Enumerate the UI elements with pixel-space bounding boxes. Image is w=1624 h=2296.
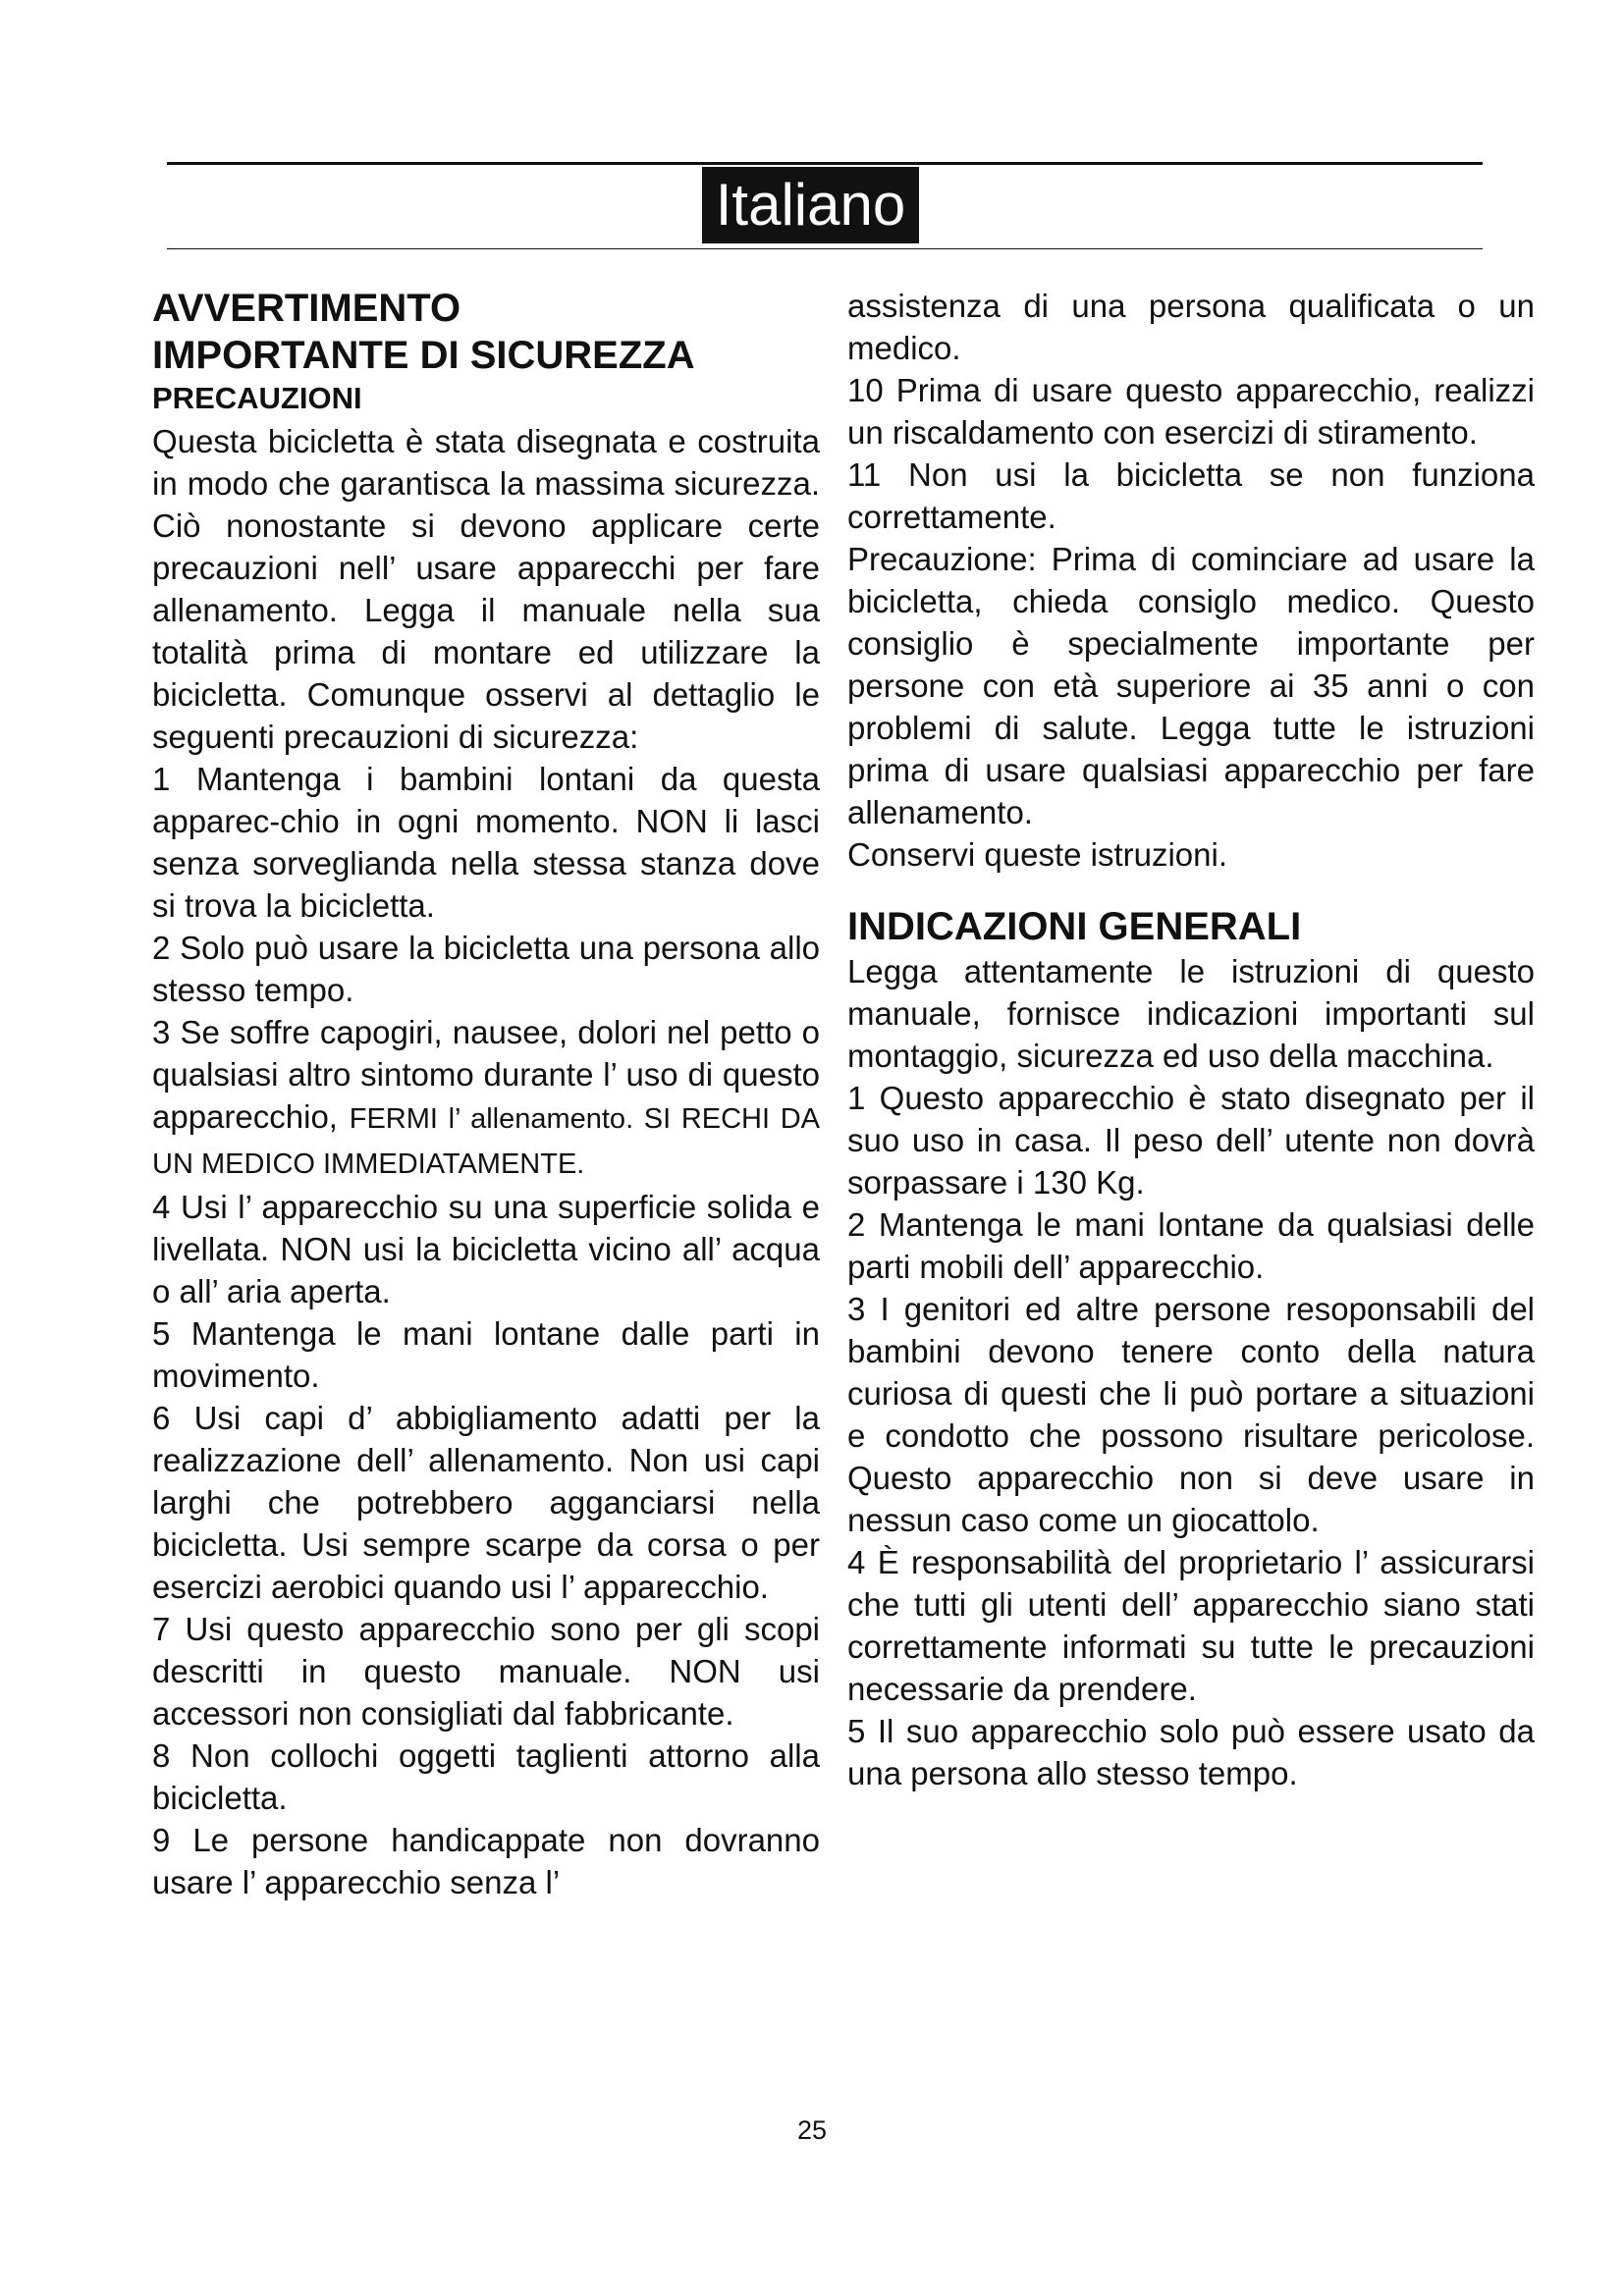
caution-paragraph: Precauzione: Prima di cominciare ad usare la bicicletta, chieda consiglo medico. Questo consiglio è specialmente importante per persone con età superiore ai 35 anni o con problemi di salute. Legga tutte le istruzioni prima di usare qualsiasi apparecchio per fare allenamento. — [847, 541, 1535, 830]
list-item: 9 Le persone handicappate non dovranno usare l’ apparecchio senza l’ — [152, 1822, 820, 1900]
left-column — [152, 285, 820, 1903]
general-title: INDICAZIONI GENERALI — [847, 905, 1302, 948]
section-title-line1: AVVERTIMENTO — [152, 287, 461, 330]
list-item: 11 Non usi la bicicletta se non funziona correttamente. — [847, 456, 1535, 535]
list-item: 3 Se soffre capogiri, nausee, dolori nel petto o qualsiasi altro sintomo durante l’ uso di questo apparecchio, FERMI l’ allenamento. SI RECHI DA UN MEDICO IMMEDIATAMENTE. — [152, 1014, 820, 1180]
section-subtitle: PRECAUZIONI — [152, 381, 362, 415]
list-item: 1 Questo apparecchio è stato disegnato per il suo uso in casa. Il peso dell’ utente non dovrà sorpassare i 130 Kg. — [847, 1080, 1535, 1201]
list-item: 5 Il suo apparecchio solo può essere usato da una persona allo stesso tempo. — [847, 1713, 1535, 1791]
list-item: 4 È responsabilità del proprietario l’ assicurarsi che tutti gli utenti dell’ apparecchio siano stati correttamente informati su tutte le precauzioni necessarie da prendere. — [847, 1544, 1536, 1707]
continuation-paragraph: assistenza di una persona qualificata o un medico. — [847, 288, 1535, 366]
header-rule-bottom — [167, 248, 1483, 249]
general-intro: Legga attentamente le istruzioni di questo manuale, fornisce indicazioni importanti sul montaggio, sicurezza ed uso della macchina. — [847, 953, 1535, 1074]
list-item: 6 Usi capi d’ abbigliamento adatti per la realizzazione dell’ allenamento. Non usi capi larghi che potrebbero agganciarsi nella bicicletta. Usi sempre scarpe da corsa o per esercizi aerobici quando usi l’ apparecchio. — [152, 1400, 820, 1605]
list-item: 1 Mantenga i bambini lontani da questa apparec-chio in ogni momento. NON li lasci senza sorveglianda nella stessa stanza dove si trova la bicicletta. — [152, 761, 821, 924]
intro-paragraph: Questa bicicletta è stata disegnata e costruita in modo che garantisca la massima sicurezza. Ciò nonostante si devono applicare certe precauzioni nell’ usare apparecchi per fare allenamento. Legga il manuale nella sua totalità prima di montare ed utilizzare la bicicletta. Comunque osservi al dettaglio le seguenti precauzioni di sicurezza: — [152, 423, 820, 755]
list-item: 4 Usi l’ apparecchio su una superficie solida e livellata. NON usi la bicicletta vicino all’ acqua o all’ aria aperta. — [152, 1189, 821, 1309]
section-spacer — [847, 876, 1535, 903]
list-item: 10 Prima di usare questo apparecchio, realizzi un riscaldamento con esercizi di stiramento. — [847, 372, 1536, 451]
list-item: 3 I genitori ed altre persone resoponsabili del bambini devono tenere conto della natura curiosa di questi che li può portare a situazioni e condotto che possono risultare pericolose. Questo apparecchio non si deve usare in nessun caso come un giocattolo. — [847, 1291, 1536, 1538]
list-item: 2 Solo può usare la bicicletta una persona allo stesso tempo. — [152, 930, 820, 1008]
page-number: 25 — [796, 2115, 828, 2145]
section-title-line2: IMPORTANTE DI SICUREZZA — [152, 334, 695, 377]
list-item: 5 Mantenga le mani lontane dalle parti in movimento. — [152, 1315, 820, 1394]
language-badge: Italiano — [702, 167, 919, 243]
list-item: 7 Usi questo apparecchio sono per gli scopi descritti in questo manuale. NON usi accessori non consigliati dal fabbricante. — [152, 1611, 821, 1732]
list-item: 2 Mantenga le mani lontane da qualsiasi delle parti mobili dell’ apparecchio. — [847, 1206, 1535, 1285]
list-item: 8 Non collochi oggetti taglienti attorno alla bicicletta. — [152, 1737, 820, 1816]
right-column — [847, 285, 1535, 1794]
header-rule-top — [167, 162, 1483, 165]
keep-instructions: Conservi queste istruzioni. — [847, 836, 1228, 873]
